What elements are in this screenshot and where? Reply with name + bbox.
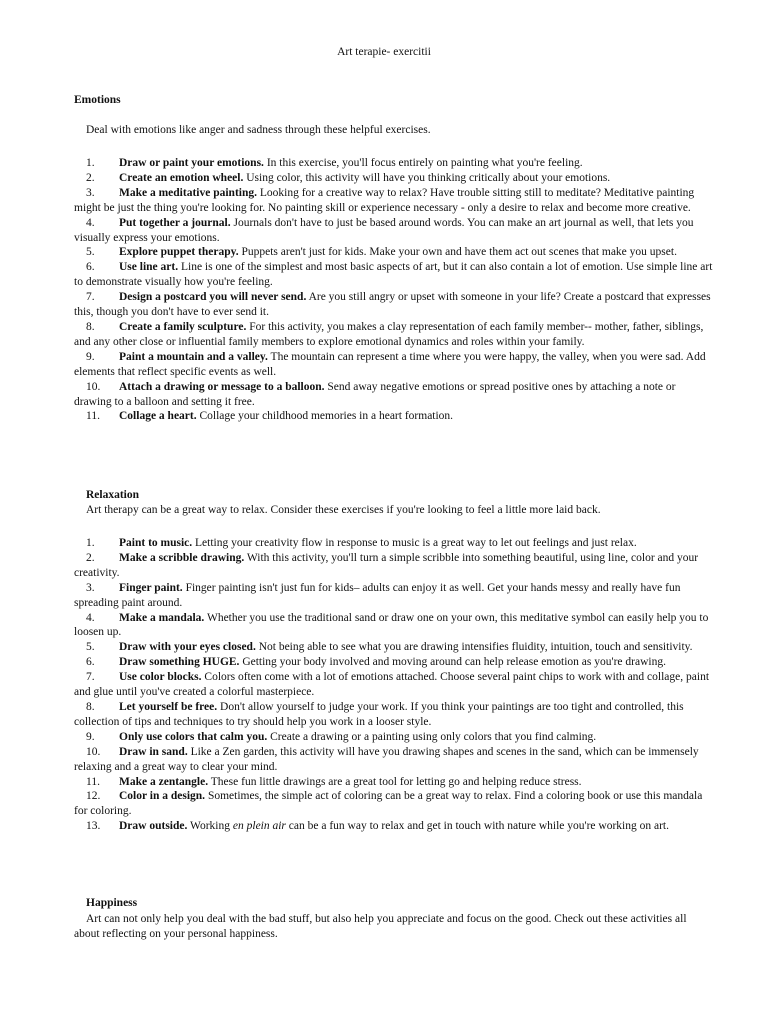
list-item	[74, 745, 714, 775]
list-item-text: Don't allow yourself to judge your work. If you think your paintings are too tight and controlled, this collection of tips and techniques to try should help you work in a looser style.	[74, 700, 684, 728]
list-item-title: Explore puppet therapy.	[119, 246, 239, 259]
list-item	[74, 730, 714, 745]
list-item-number: 1.	[86, 157, 95, 169]
list-item-number: 4.	[86, 216, 95, 229]
happiness-heading: Happiness	[86, 897, 138, 909]
list-item-number: 13.	[86, 820, 101, 833]
list-item-text: Working	[187, 820, 233, 833]
list-item	[74, 789, 714, 819]
list-item-text: These fun little drawings are a great tool for letting go and helping reduce stress.	[208, 775, 582, 788]
list-item-text: Finger painting isn't just fun for kids– adults can enjoy it as well. Get your hands messy and really have fun spreading paint around.	[74, 581, 681, 609]
list-item-text: For this activity, you makes a clay representation of each family member-- mother, father, siblings, and any other close or influential family members to explore emotional dynamics and roles within your family.	[74, 320, 704, 348]
list-item-title: Draw something HUGE.	[119, 656, 240, 669]
emotions-list	[74, 156, 714, 424]
list-item-title: Create a family sculpture.	[119, 320, 247, 333]
list-item-emphasis: en plein air	[232, 820, 286, 833]
list-item	[74, 611, 714, 641]
list-item-text: With this activity, you'll turn a simple scribble into something beautiful, using line, color and your creativity.	[74, 551, 699, 579]
list-item-title: Attach a drawing or message to a balloon.	[119, 380, 325, 393]
list-item-title: Make a zentangle.	[119, 775, 209, 788]
list-item-text: Line is one of the simplest and most basic aspects of art, but it can also contain a lot of emotion. Use simple line art to demonstrate visually how you're feeling.	[74, 261, 713, 289]
list-item-title: Draw in sand.	[119, 745, 188, 758]
list-item-title: Paint to music.	[119, 537, 193, 549]
list-item-text: Sometimes, the simple act of coloring can be a great way to relax. Find a coloring book or use this mandala for coloring.	[74, 790, 703, 818]
list-item-text: Using color, this activity will have you thinking critically about your emotions.	[243, 171, 611, 184]
list-item	[74, 536, 714, 551]
list-item-number: 3.	[86, 581, 95, 594]
list-item-number: 1.	[86, 537, 95, 549]
relaxation-heading: Relaxation	[86, 489, 140, 501]
emotions-intro: Deal with emotions like anger and sadness through these helpful exercises.	[86, 124, 431, 136]
list-item-number: 8.	[86, 320, 95, 333]
list-item	[74, 260, 714, 290]
list-item-text: Not being able to see what you are drawing intensifies fluidity, intuition, touch and sensitivity.	[255, 641, 693, 654]
document-title: Art terapie- exercitii	[337, 46, 431, 58]
list-item-title: Draw with your eyes closed.	[119, 641, 256, 654]
list-item-text: can be a fun way to relax and get in touch with nature while you're working on art.	[285, 820, 669, 833]
list-item	[74, 156, 714, 171]
list-item	[74, 640, 714, 655]
list-item-text: In this exercise, you'll focus entirely on painting what you're feeling.	[263, 157, 583, 169]
list-item	[74, 775, 714, 790]
list-item	[74, 350, 714, 380]
list-item-text: Looking for a creative way to relax? Have trouble sitting still to meditate? Meditative painting might be just the thing you're looking for. No painting skill or experience necessary - only a desire to relax and become more creative.	[74, 186, 695, 214]
list-item	[74, 670, 714, 700]
list-item-title: Make a meditative painting.	[119, 186, 257, 199]
list-item-number: 10.	[86, 380, 101, 393]
list-item	[74, 216, 714, 246]
list-item-title: Draw outside.	[119, 820, 188, 833]
list-item-number: 2.	[86, 551, 95, 564]
list-item-text: Send away negative emotions or spread positive ones by attaching a note or drawing to a balloon and setting it free.	[74, 380, 676, 408]
list-item-title: Collage a heart.	[119, 410, 197, 423]
list-item-text: Colors often come with a lot of emotions attached. Choose several paint chips to work with and collage, paint and glue until you've created a colorful masterpiece.	[74, 671, 710, 699]
list-item-number: 4.	[86, 611, 95, 624]
list-item-title: Let yourself be free.	[119, 700, 218, 713]
list-item-title: Design a postcard you will never send.	[119, 291, 307, 304]
list-item	[74, 551, 714, 581]
list-item-title: Color in a design.	[119, 790, 206, 803]
list-item	[74, 320, 714, 350]
list-item-title: Make a mandala.	[119, 611, 205, 624]
list-item	[74, 819, 714, 834]
list-item-title: Finger paint.	[119, 581, 183, 594]
list-item-number: 5.	[86, 641, 95, 654]
list-item-text: Letting your creativity flow in response to music is a great way to let out feelings and just relax.	[192, 537, 637, 549]
list-item-number: 9.	[86, 730, 95, 743]
list-item	[74, 186, 714, 216]
list-item-title: Paint a mountain and a valley.	[119, 350, 268, 363]
list-item-text: Like a Zen garden, this activity will have you drawing shapes and scenes in the sand, which can be immensely relaxing and a great way to clear your mind.	[74, 745, 699, 773]
list-item-text: Journals don't have to just be based around words. You can make an art journal as well, that lets you visually express your emotions.	[74, 216, 694, 244]
emotions-heading: Emotions	[74, 94, 121, 106]
list-item-text: Are you still angry or upset with someone in your life? Create a postcard that expresses this, though you don't have to ever send it.	[74, 291, 711, 319]
list-item	[74, 655, 714, 670]
list-item	[74, 380, 714, 410]
list-item-number: 7.	[86, 291, 95, 304]
list-item-number: 3.	[86, 186, 95, 199]
list-item-number: 11.	[86, 775, 100, 788]
list-item-text: Getting your body involved and moving around can help release emotion as you're drawing.	[239, 656, 666, 669]
list-item-number: 12.	[86, 790, 101, 803]
list-item-text: Create a drawing or a painting using only colors that you find calming.	[267, 730, 597, 743]
list-item-title: Use color blocks.	[119, 671, 202, 684]
list-item-title: Make a scribble drawing.	[119, 551, 245, 564]
list-item	[74, 290, 714, 320]
list-item-text: Puppets aren't just for kids. Make your own and have them act out scenes that make you upset.	[238, 246, 677, 259]
list-item-number: 2.	[86, 171, 95, 184]
list-item-number: 6.	[86, 656, 95, 669]
list-item-number: 9.	[86, 350, 95, 363]
list-item	[74, 700, 714, 730]
list-item-number: 5.	[86, 246, 95, 259]
list-item-title: Use line art.	[119, 261, 179, 274]
relaxation-list	[74, 536, 714, 834]
list-item	[74, 245, 714, 260]
list-item-text: The mountain can represent a time where you were happy, the valley, when you were sad. Add elements that reflect specific events as well.	[74, 350, 706, 378]
relaxation-intro: Art therapy can be a great way to relax. Consider these exercises if you're looking to feel a little more laid back.	[86, 504, 601, 516]
list-item-text: Whether you use the traditional sand or draw one on your own, this meditative symbol can easily help you to loosen up.	[74, 611, 709, 639]
list-item-number: 10.	[86, 745, 101, 758]
list-item-text: Collage your childhood memories in a heart formation.	[196, 410, 454, 423]
list-item-number: 8.	[86, 700, 95, 713]
list-item	[74, 171, 714, 186]
list-item-number: 6.	[86, 261, 95, 274]
list-item-title: Only use colors that calm you.	[119, 730, 268, 743]
list-item-title: Create an emotion wheel.	[119, 171, 244, 184]
happiness-intro: Art can not only help you deal with the bad stuff, but also help you appreciate and focus on the good. Check out these activities all about reflecting on your personal happiness.	[74, 913, 687, 940]
list-item-title: Put together a journal.	[119, 216, 231, 229]
list-item-number: 11.	[86, 410, 100, 423]
list-item	[74, 581, 714, 611]
list-item-title: Draw or paint your emotions.	[119, 157, 264, 169]
list-item-number: 7.	[86, 671, 95, 684]
list-item	[74, 409, 714, 424]
